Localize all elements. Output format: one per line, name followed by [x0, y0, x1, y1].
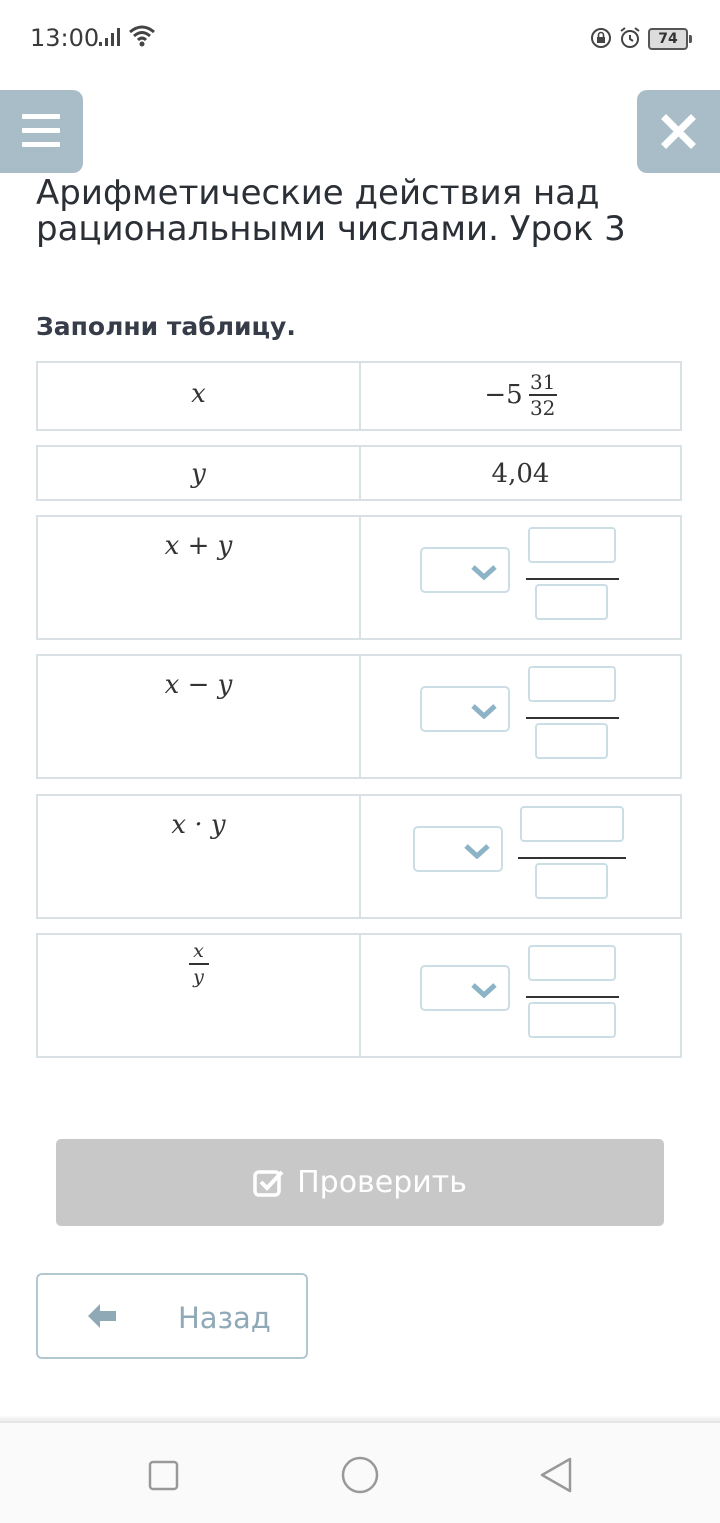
wifi-icon	[128, 24, 156, 48]
numerator-input-quot[interactable]	[528, 945, 616, 981]
chevron-down-icon	[463, 843, 491, 859]
table-row-sum	[36, 515, 682, 640]
numerator-input-sum[interactable]	[528, 527, 616, 563]
fraction-line	[518, 857, 626, 859]
arrow-left-icon	[86, 1302, 118, 1330]
battery-indicator: 74	[648, 28, 688, 50]
chevron-down-icon	[470, 564, 498, 580]
denominator-input-sum[interactable]	[535, 584, 608, 620]
status-bar	[0, 0, 720, 78]
denominator-input-prod[interactable]	[535, 863, 608, 899]
x-value: −5 $\frac{31}{32}$	[484, 370, 556, 420]
check-button-label: Проверить	[297, 1165, 467, 1200]
circle-icon[interactable]	[340, 1455, 380, 1495]
lock-icon	[590, 27, 612, 49]
triangle-back-icon[interactable]	[538, 1456, 574, 1494]
numerator-input-diff[interactable]	[528, 666, 616, 702]
table-row-y	[36, 445, 682, 501]
alarm-icon	[618, 26, 642, 50]
system-nav-bar	[0, 1420, 720, 1523]
numerator-input-prod[interactable]	[520, 806, 624, 842]
signal-icon	[99, 27, 123, 47]
status-time: 13:00	[30, 24, 100, 52]
table-row-diff	[36, 654, 682, 779]
quot-label: x y	[38, 941, 359, 987]
fraction-line	[526, 996, 619, 998]
close-icon	[637, 90, 720, 173]
back-button[interactable]	[36, 1273, 308, 1359]
denominator-input-diff[interactable]	[535, 723, 608, 759]
back-button-label: Назад	[178, 1301, 271, 1335]
menu-button[interactable]	[0, 90, 83, 173]
fraction-line	[526, 578, 619, 580]
y-label: y	[191, 459, 206, 489]
table-row-x	[36, 361, 682, 431]
diff-label: x − y	[164, 670, 233, 700]
square-icon[interactable]	[148, 1460, 180, 1492]
sign-select-diff[interactable]	[420, 686, 510, 732]
table-row-prod	[36, 794, 682, 919]
page-title: Арифметические действия над рациональными числами. Урок 3	[36, 173, 626, 249]
check-square-icon	[253, 1168, 285, 1198]
check-button[interactable]	[56, 1139, 664, 1226]
x-label: x	[191, 379, 206, 409]
sign-select-quot[interactable]	[420, 965, 510, 1011]
fraction-line	[526, 717, 619, 719]
sum-label: x + y	[164, 531, 233, 561]
chevron-down-icon	[470, 703, 498, 719]
y-value: 4,04	[491, 459, 550, 489]
sign-select-sum[interactable]	[420, 547, 510, 593]
denominator-input-quot[interactable]	[528, 1002, 616, 1038]
prod-label: x · y	[171, 810, 226, 840]
sign-select-prod[interactable]	[413, 826, 503, 872]
instruction-text: Заполни таблицу.	[36, 312, 296, 341]
chevron-down-icon	[470, 982, 498, 998]
table-row-quot	[36, 933, 682, 1058]
close-button[interactable]	[637, 90, 720, 173]
